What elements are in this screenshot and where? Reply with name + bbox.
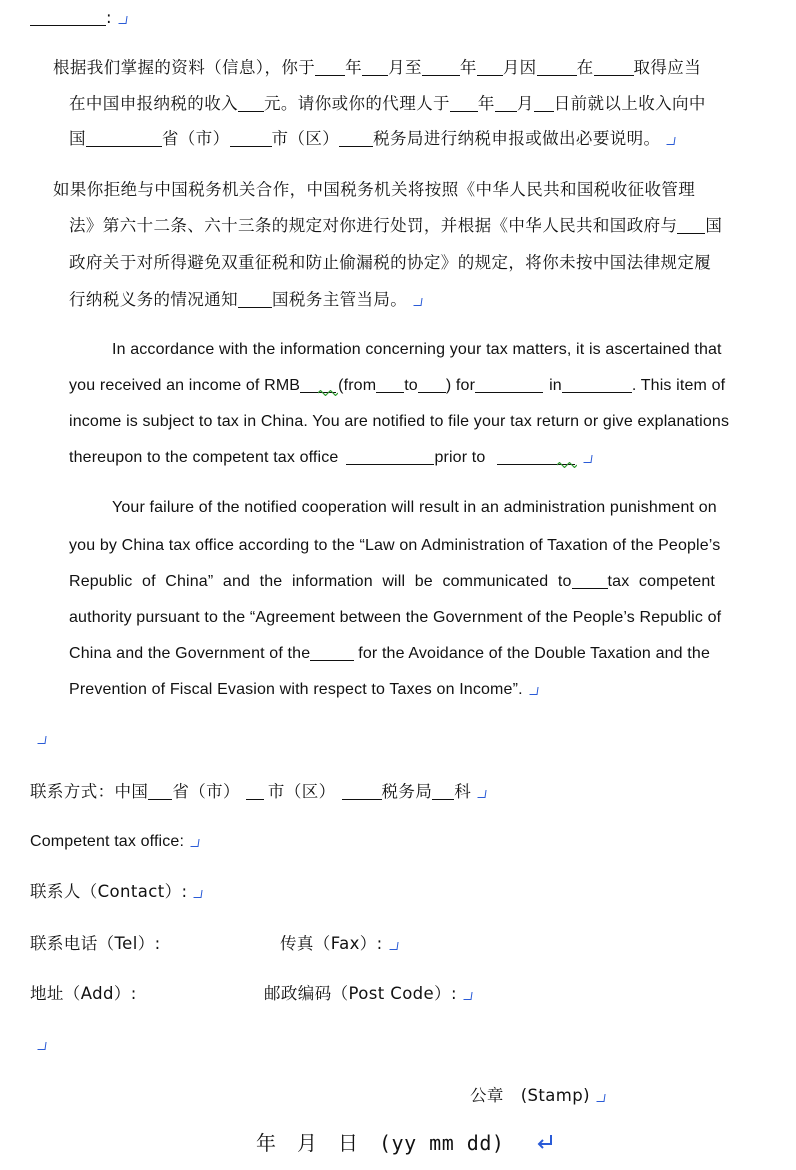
- text: (from: [338, 377, 377, 394]
- blank-place[interactable]: [594, 59, 634, 76]
- text: 年: [477, 94, 495, 113]
- paragraph-mark-icon: [414, 298, 423, 306]
- blank-province[interactable]: [86, 130, 162, 147]
- text: thereupon to the competent tax office: [69, 449, 339, 466]
- cn-para1-line3: [69, 129, 675, 149]
- text: tax competent: [607, 573, 715, 590]
- text: 政府关于对所得避免双重征税和防止偷漏税的协定》的规定，将你未按中国法律规定履: [69, 253, 712, 272]
- blank-city[interactable]: [246, 783, 264, 800]
- blank-country[interactable]: [572, 572, 608, 589]
- text: 省（市）: [172, 782, 240, 801]
- text: 联系电话（Tel）:: [30, 934, 161, 953]
- text: 国: [705, 216, 723, 235]
- competent-office-line: [30, 832, 199, 852]
- text: 省（市）: [161, 129, 230, 148]
- paragraph-mark-icon: [478, 790, 487, 798]
- en-para1-line2: [69, 376, 725, 396]
- text: China and the Government of the: [69, 645, 311, 662]
- text: 国税务主管当局。: [272, 290, 408, 309]
- paragraph-mark-icon: [37, 736, 46, 744]
- paragraph-mark-icon: [667, 137, 676, 145]
- blank-from[interactable]: [376, 376, 404, 393]
- blank-to[interactable]: [418, 376, 446, 393]
- en-para2-line2: [69, 536, 720, 556]
- text: 月因: [502, 58, 537, 77]
- text: In accordance with the information concerning your tax matters, it is ascertained that: [112, 341, 722, 358]
- text: 年 月 日 (yy mm dd): [256, 1131, 505, 1155]
- text: in: [549, 377, 562, 394]
- text: for the Avoidance of the Double Taxation and the: [358, 645, 711, 662]
- text: Competent tax office:: [30, 833, 185, 850]
- text: 地址（Add）:: [30, 984, 137, 1003]
- text: 税务局: [381, 782, 433, 801]
- paragraph-mark-icon: [529, 687, 538, 695]
- blank-country[interactable]: [677, 217, 705, 234]
- cn-para2-line1: [53, 180, 695, 200]
- text: 传真（Fax）:: [280, 934, 383, 953]
- en-para2-line6: [69, 680, 538, 700]
- date-line: [256, 1130, 504, 1156]
- paragraph-mark-icon: [118, 16, 127, 24]
- text: 元。请你或你的代理人于: [264, 94, 450, 113]
- postcode-label: [264, 984, 472, 1004]
- en-para1-line3: [69, 412, 729, 432]
- tel-label: [30, 934, 161, 954]
- spellcheck-squiggle-icon: [318, 390, 338, 396]
- blank-city[interactable]: [230, 130, 272, 147]
- text: 科: [454, 782, 472, 801]
- text: 法》第六十二条、六十三条的规定对你进行处罚，并根据《中华人民共和国政府与: [69, 216, 678, 235]
- text: authority pursuant to the “Agreement between the Government of the People’s Republic of: [69, 609, 722, 626]
- paragraph-mark-icon: [584, 455, 593, 463]
- blank-year[interactable]: [422, 59, 460, 76]
- cn-para2-line4: [69, 290, 422, 310]
- paragraph-mark-icon: [596, 1094, 605, 1102]
- blank-country[interactable]: [238, 291, 272, 308]
- blank-day[interactable]: [534, 95, 554, 112]
- stamp-line: [470, 1086, 605, 1106]
- cn-para2-line3: [69, 253, 711, 273]
- text: 月至: [388, 58, 422, 77]
- text: 月: [516, 94, 534, 113]
- text: 公章 (Stamp): [470, 1086, 590, 1105]
- text: you by China tax office according to the “Law on Administration of Taxation of the People’s: [69, 537, 721, 554]
- cn-para1-line1: [53, 58, 701, 78]
- text: 取得应当: [633, 58, 702, 77]
- en-para1-line4: [69, 448, 592, 468]
- cn-para1-line2: [69, 94, 706, 114]
- text: 市（区）: [271, 129, 340, 148]
- paragraph-mark-icon: [463, 992, 472, 1000]
- blank[interactable]: [30, 9, 106, 26]
- text: 在: [576, 58, 594, 77]
- cn-para2-line2: [69, 216, 722, 236]
- text: you received an income of RMB: [69, 377, 301, 394]
- text: 年: [459, 58, 477, 77]
- text: Republic of China” and the information will be communicated to: [69, 573, 572, 590]
- en-para2-line4: [69, 608, 721, 628]
- text: 税务局进行纳税申报或做出必要说明。: [373, 129, 661, 148]
- en-para1-line1: [112, 340, 722, 360]
- blank-province[interactable]: [148, 783, 172, 800]
- blank-tax-office[interactable]: [346, 448, 434, 465]
- blank-year[interactable]: [450, 95, 478, 112]
- blank-month[interactable]: [495, 95, 517, 112]
- text: 在中国申报纳税的收入: [69, 94, 238, 113]
- blank-in[interactable]: [562, 376, 632, 393]
- blank-country[interactable]: [310, 644, 354, 661]
- text: . This item of: [631, 377, 726, 394]
- fax-label: [280, 934, 398, 954]
- en-para2-line1: [112, 498, 717, 518]
- text: ) for: [445, 377, 476, 394]
- blank-bureau[interactable]: [342, 783, 382, 800]
- blank-year[interactable]: [315, 59, 345, 76]
- header-colon: :: [106, 8, 112, 27]
- blank-month[interactable]: [477, 59, 503, 76]
- text: 联系方式：中国: [30, 782, 149, 801]
- contact-person-line: [30, 882, 202, 902]
- text: 邮政编码（Post Code）:: [264, 984, 457, 1003]
- en-para2-line5: [69, 644, 710, 664]
- paragraph-mark-icon: [389, 942, 398, 950]
- blank-section[interactable]: [432, 783, 454, 800]
- blank-amount[interactable]: [238, 95, 264, 112]
- text: income is subject to tax in China. You are notified to file your tax return or give explanations: [69, 413, 730, 430]
- address-label: [30, 984, 137, 1004]
- blank-bureau[interactable]: [339, 130, 373, 147]
- blank-reason[interactable]: [537, 59, 577, 76]
- en-para2-line3: [69, 572, 715, 592]
- text: Prevention of Fiscal Evasion with respect to Taxes on Income”.: [69, 681, 523, 698]
- text: 市（区）: [267, 782, 336, 801]
- text: 年: [345, 58, 363, 77]
- paragraph-mark-icon: [191, 839, 200, 847]
- text: 根据我们掌握的资料（信息），你于: [53, 58, 316, 77]
- text: 行纳税义务的情况通知: [69, 290, 238, 309]
- text: Your failure of the notified cooperation will result in an administration punishment on: [112, 499, 717, 516]
- text: 如果你拒绝与中国税务机关合作，中国税务机关将按照《中华人民共和国税收征收管理: [53, 180, 696, 199]
- text: prior to: [434, 449, 486, 466]
- spellcheck-squiggle-icon: [557, 462, 577, 468]
- text: to: [404, 377, 418, 394]
- blank-month[interactable]: [362, 59, 388, 76]
- paragraph-mark-icon: [37, 1042, 46, 1050]
- contact-line: [30, 782, 486, 802]
- text: 联系人（Contact）:: [30, 882, 188, 901]
- blank-for[interactable]: [475, 376, 543, 393]
- header-line: [30, 8, 127, 28]
- paragraph-mark-icon: [194, 890, 203, 898]
- text: 国: [69, 129, 86, 148]
- text: 日前就以上收入向中: [553, 94, 706, 113]
- return-arrow-icon: [536, 1133, 554, 1151]
